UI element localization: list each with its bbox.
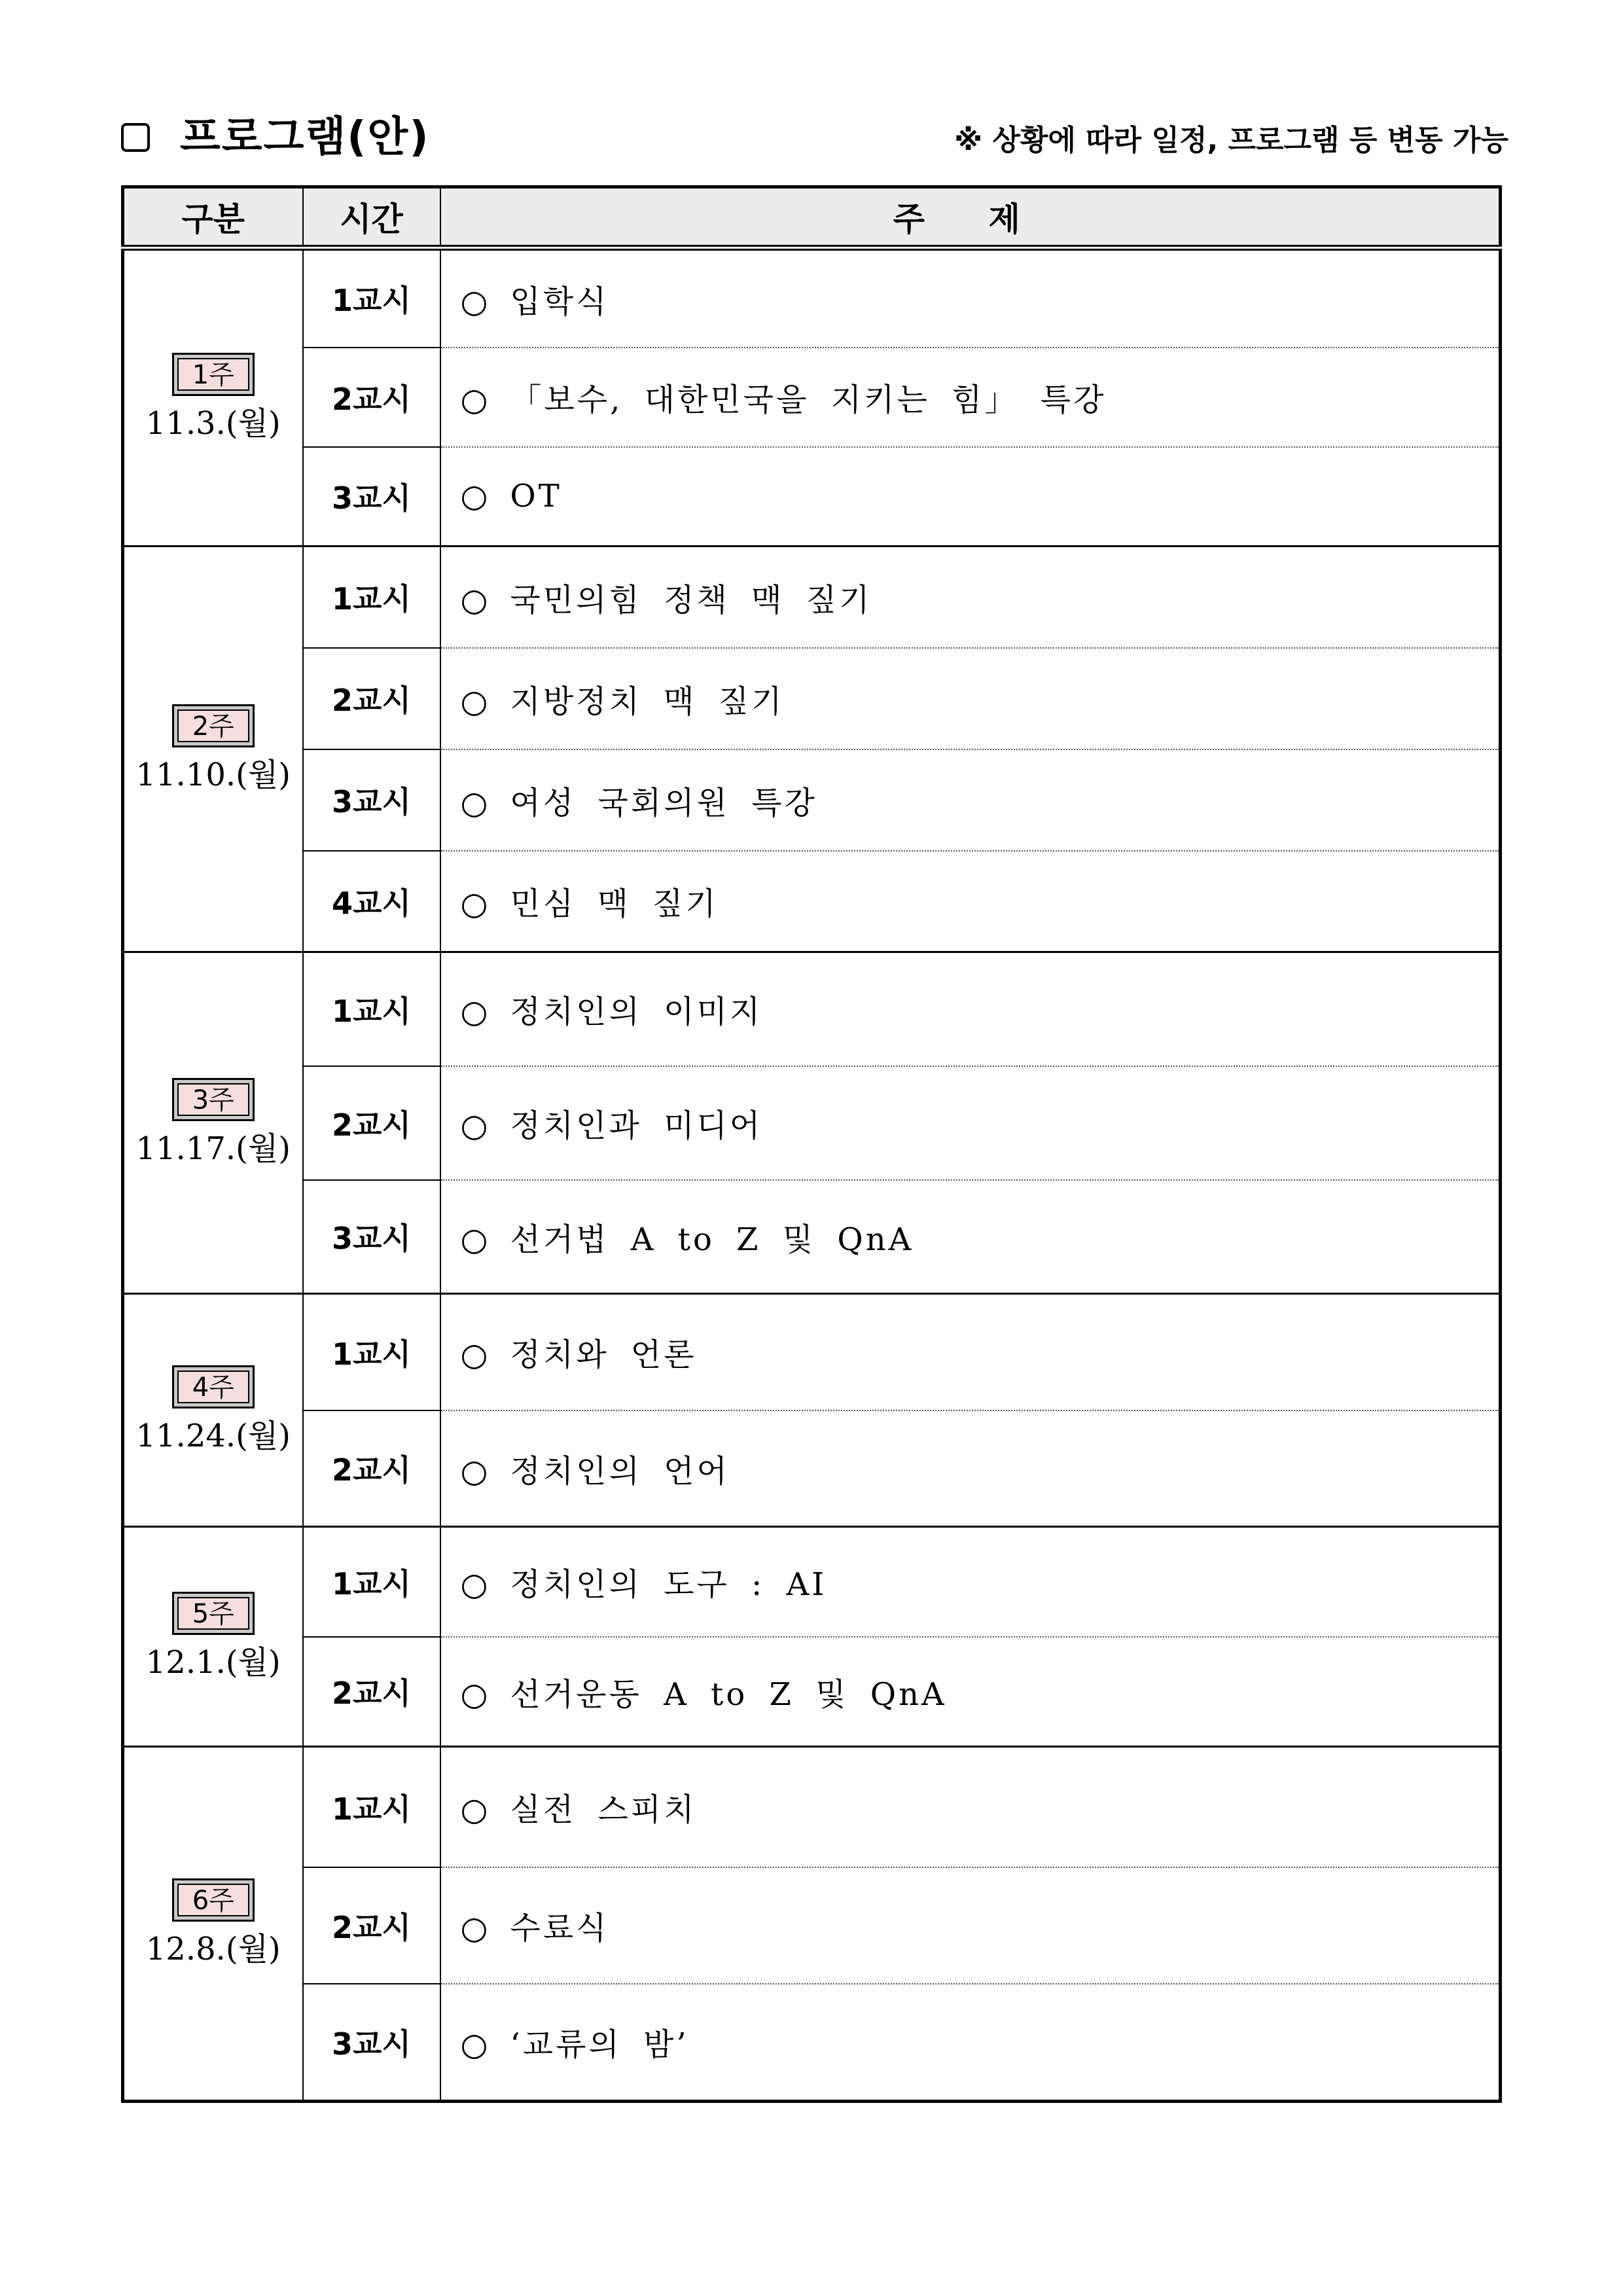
- session-topic-cell: [440, 1637, 1501, 1747]
- section-header: [121, 111, 1508, 164]
- session-topic-cell: [440, 1984, 1501, 2102]
- session-topic: 정치인과 미디어: [510, 1107, 763, 1144]
- header-category: 구분: [123, 187, 303, 248]
- bullet-icon: ○: [460, 1336, 488, 1374]
- session-topic: 정치인의 이미지: [510, 994, 763, 1031]
- session-topic-cell: [440, 1527, 1501, 1637]
- program-body: [123, 248, 1501, 2102]
- week-cell: [123, 1747, 303, 2102]
- table-row: [123, 1984, 1501, 2102]
- session-topic: 입학식: [510, 283, 609, 320]
- session-topic: 선거법 A to Z 및 QnA: [510, 1221, 914, 1258]
- session-topic: OT: [510, 478, 562, 515]
- table-row: [123, 1180, 1501, 1294]
- session-topic-cell: [440, 348, 1501, 447]
- table-row: [123, 547, 1501, 648]
- session-period: 1교시: [303, 1294, 440, 1410]
- week-badge: [172, 1365, 255, 1408]
- session-topic-cell: [440, 1066, 1501, 1180]
- bullet-icon: ○: [460, 382, 488, 418]
- table-row: [123, 348, 1501, 447]
- week-cell: [123, 1294, 303, 1527]
- week-date: 11.10.(월): [135, 756, 291, 793]
- week-badge: [172, 1878, 255, 1922]
- session-topic-cell: [440, 1410, 1501, 1527]
- week-date: 11.24.(월): [135, 1417, 291, 1454]
- table-row: [123, 1637, 1501, 1747]
- session-period: 1교시: [303, 248, 440, 348]
- program-table: [121, 185, 1502, 2103]
- session-topic: 선거운동 A to Z 및 QnA: [510, 1676, 947, 1713]
- session-period: 2교시: [303, 648, 440, 749]
- bullet-icon: ○: [460, 683, 488, 720]
- week-label: 3주: [177, 1083, 249, 1116]
- week-cell: [123, 1527, 303, 1747]
- session-period: 3교시: [303, 447, 440, 547]
- session-topic: 정치와 언론: [510, 1336, 697, 1374]
- bullet-icon: ○: [460, 994, 488, 1031]
- schedule-notice: ※ 상황에 따라 일정, 프로그램 등 변동 가능: [954, 124, 1508, 157]
- week-label: 1주: [177, 358, 249, 391]
- page-title: 프로그램(안): [180, 113, 430, 162]
- session-period: 1교시: [303, 547, 440, 648]
- checkbox-icon: [121, 123, 150, 152]
- session-period: 2교시: [303, 1066, 440, 1180]
- session-topic-cell: [440, 648, 1501, 749]
- session-period: 1교시: [303, 1527, 440, 1637]
- session-topic-cell: [440, 1180, 1501, 1294]
- bullet-icon: ○: [460, 1221, 488, 1258]
- session-period: 2교시: [303, 1410, 440, 1527]
- session-period: 3교시: [303, 749, 440, 851]
- session-period: 3교시: [303, 1984, 440, 2102]
- session-topic: 정치인의 언어: [510, 1452, 730, 1490]
- week-cell: [123, 248, 303, 547]
- table-header-row: [123, 187, 1501, 248]
- session-topic-cell: [440, 749, 1501, 851]
- table-row: [123, 851, 1501, 952]
- table-row: [123, 1294, 1501, 1410]
- week-label: 2주: [177, 709, 249, 742]
- session-topic: 지방정치 맥 짚기: [510, 683, 785, 720]
- table-row: [123, 1527, 1501, 1637]
- session-topic: 실전 스피치: [510, 1791, 697, 1829]
- week-date: 11.3.(월): [145, 405, 281, 442]
- session-topic: 「보수, 대한민국을 지키는 힘」 특강: [510, 382, 1107, 418]
- week-label: 4주: [177, 1371, 249, 1403]
- header-time: 시간: [303, 187, 440, 248]
- session-period: 1교시: [303, 1747, 440, 1867]
- bullet-icon: ○: [460, 886, 488, 923]
- bullet-icon: ○: [460, 1791, 488, 1829]
- bullet-icon: ○: [460, 581, 488, 619]
- header-topic: 주 제: [440, 187, 1501, 248]
- table-row: [123, 1410, 1501, 1527]
- bullet-icon: ○: [460, 1566, 488, 1604]
- week-cell: [123, 547, 303, 952]
- bullet-icon: ○: [460, 784, 488, 821]
- table-row: [123, 1867, 1501, 1984]
- session-topic: 국민의힘 정책 맥 짚기: [510, 581, 872, 619]
- session-topic-cell: [440, 248, 1501, 348]
- bullet-icon: ○: [460, 283, 488, 320]
- table-row: [123, 1747, 1501, 1867]
- week-badge: [172, 353, 255, 396]
- bullet-icon: ○: [460, 1676, 488, 1713]
- bullet-icon: ○: [460, 1107, 488, 1144]
- week-date: 11.17.(월): [135, 1130, 291, 1167]
- session-topic-cell: [440, 447, 1501, 547]
- session-topic-cell: [440, 1867, 1501, 1984]
- table-row: [123, 952, 1501, 1066]
- session-topic: ‘교류의 밤’: [510, 2026, 689, 2064]
- bullet-icon: ○: [460, 1452, 488, 1490]
- session-topic: 여성 국회의원 특강: [510, 784, 817, 821]
- table-row: [123, 1066, 1501, 1180]
- bullet-icon: ○: [460, 478, 488, 515]
- table-row: [123, 248, 1501, 348]
- table-row: [123, 648, 1501, 749]
- session-period: 4교시: [303, 851, 440, 952]
- table-row: [123, 749, 1501, 851]
- session-topic-cell: [440, 1294, 1501, 1410]
- week-label: 5주: [177, 1597, 249, 1630]
- session-topic: 수료식: [510, 1910, 609, 1946]
- week-badge: [172, 1592, 255, 1635]
- week-cell: [123, 952, 303, 1294]
- session-topic: 정치인의 도구 : AI: [510, 1566, 827, 1604]
- session-topic-cell: [440, 851, 1501, 952]
- session-topic-cell: [440, 952, 1501, 1066]
- session-topic-cell: [440, 1747, 1501, 1867]
- session-period: 3교시: [303, 1180, 440, 1294]
- week-date: 12.8.(월): [145, 1931, 281, 1967]
- session-period: 2교시: [303, 348, 440, 447]
- week-badge: [172, 1078, 255, 1121]
- session-period: 2교시: [303, 1637, 440, 1747]
- session-period: 1교시: [303, 952, 440, 1066]
- session-period: 2교시: [303, 1867, 440, 1984]
- bullet-icon: ○: [460, 1910, 488, 1946]
- bullet-icon: ○: [460, 2026, 488, 2064]
- week-date: 12.1.(월): [145, 1643, 281, 1681]
- session-topic: 민심 맥 짚기: [510, 886, 719, 923]
- week-badge: [172, 704, 255, 747]
- week-label: 6주: [177, 1884, 249, 1916]
- session-topic-cell: [440, 547, 1501, 648]
- table-row: [123, 447, 1501, 547]
